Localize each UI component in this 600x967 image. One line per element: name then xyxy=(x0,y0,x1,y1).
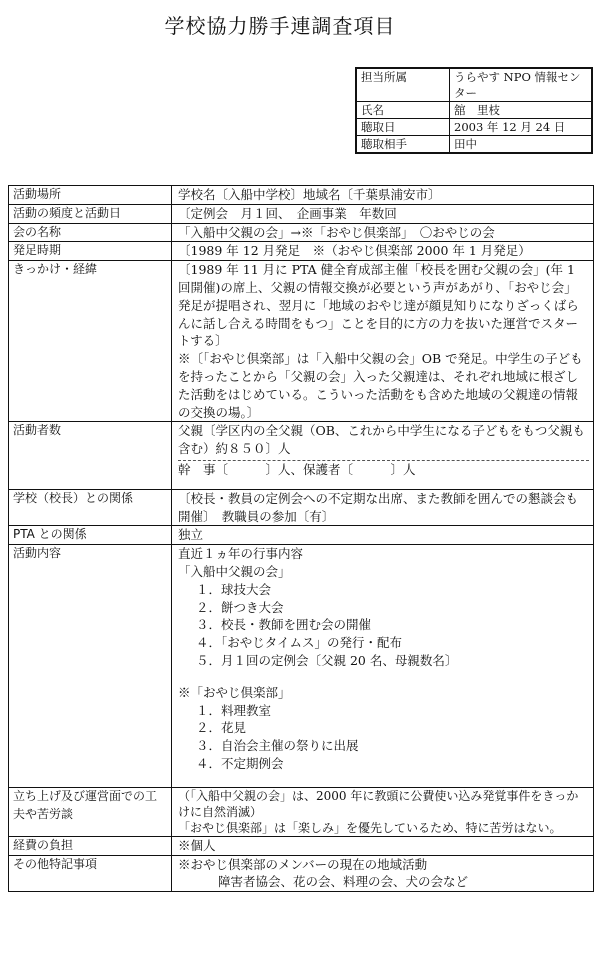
info-label: 担当所属 xyxy=(356,68,450,102)
row-label: その他特記事項 xyxy=(9,855,172,892)
activities-item: ３．校長・教師を囲む会の開催 xyxy=(196,617,372,633)
row-label: PTA との関係 xyxy=(9,526,172,545)
info-label: 氏名 xyxy=(356,102,450,119)
row-school xyxy=(9,489,594,526)
row-label: 立ち上げ及び運営面での工夫や苦労談 xyxy=(9,787,172,836)
activities-item: １．球技大会 xyxy=(196,581,272,597)
info-label: 聴取日 xyxy=(356,119,450,136)
activities-group-title: ※「おやじ倶楽部」 xyxy=(178,684,291,700)
origin-note: ※〔「おやじ倶楽部」は「入船中父親の会」OB で発足。中学生の子どもを持ったことから「父親の会」入った父親達は、それぞれ地域に根ざした活動をはじめている。こういった活動をも含めた地域の父親達の情報の交換の場。〕 xyxy=(178,351,583,420)
row-value: 独立 xyxy=(172,526,594,545)
activities-group-title: 「入船中父親の会」 xyxy=(178,563,291,579)
info-value: 2003 年 12 月 24 日 xyxy=(450,119,593,136)
effort-paragraph: 「おやじ倶楽部」は「楽しみ」を優先しているため、特に苦労はない。 xyxy=(178,820,562,835)
row-value: 〔1989 年 12 月発足 ※（おやじ倶楽部 2000 年 1 月発足） xyxy=(172,242,594,261)
row-origin xyxy=(9,261,594,422)
row-value: 〔校長・教員の定例会への不定期な出席、また教師を囲んでの懇談会も開催〕 教職員の参加〔有〕 xyxy=(172,489,594,526)
row-label: 経費の負担 xyxy=(9,836,172,855)
activities-item: ４．「おやじタイムス」の発行・配布 xyxy=(196,635,403,651)
row-name xyxy=(9,223,594,242)
row-value: 「入船中父親の会」→※「おやじ倶楽部」 〇おやじの会 xyxy=(172,223,594,242)
activities-item: ５．月１回の定例会〔父親 20 名、母親数名〕 xyxy=(196,652,458,668)
effort-paragraph: （「入船中父親の会」は、2000 年に教頭に公費使い込み発覚事件をきっかけに自然消滅） xyxy=(178,788,579,819)
row-place xyxy=(9,186,594,205)
row-label: きっかけ・経緯 xyxy=(9,261,172,422)
origin-paragraph: 〔1989 年 11 月に PTA 健全育成部主催「校長を囲む父親の会」(年 1 回開催)の席上、父親の情報交換が必要という声があがり、「おやじ会」発足が提唱され、翌月に「地域のおやじ達が顔見知りになりざっくばらんに話し合える時間をもつ」ことを目的に方の力を抜いた運営でスタートする〕 xyxy=(178,262,579,349)
row-label: 活動者数 xyxy=(9,422,172,489)
info-label: 聴取相手 xyxy=(356,136,450,154)
info-table xyxy=(355,67,593,154)
row-value: 学校名〔入船中学校〕地域名〔千葉県浦安市〕 xyxy=(172,186,594,205)
row-activities xyxy=(9,545,594,788)
members-fathers: 父親〔学区内の全父親（OB、これから中学生になる子どもをもつ父親も含む）約８５０〕人 xyxy=(178,423,585,457)
members-staff: 幹 事〔 〕人、保護者〔 〕人 xyxy=(178,461,416,477)
info-value: うらやす NPO 情報センター xyxy=(450,68,593,102)
activities-item: ３．自治会主催の祭りに出展 xyxy=(196,738,359,754)
activities-item: １．料理教室 xyxy=(196,702,272,718)
info-value: 舘 里枝 xyxy=(450,102,593,119)
other-line: ※おやじ倶楽部のメンバーの現在の地域活動 xyxy=(178,856,428,872)
info-value: 田中 xyxy=(450,136,593,154)
activities-item: ２．花見 xyxy=(196,720,247,736)
row-label: 学校（校長）との関係 xyxy=(9,489,172,526)
row-value: 〔定例会 月１回、 企画事業 年数回 xyxy=(172,204,594,223)
row-effort xyxy=(9,787,594,836)
row-frequency xyxy=(9,204,594,223)
row-members xyxy=(9,422,594,489)
activities-item: ２．餅つき大会 xyxy=(196,599,284,615)
row-other xyxy=(9,855,594,892)
row-pta xyxy=(9,526,594,545)
row-value: ※個人 xyxy=(172,836,594,855)
other-line: 障害者協会、花の会、料理の会、犬の会など xyxy=(218,874,469,890)
row-label: 発足時期 xyxy=(9,242,172,261)
row-label: 会の名称 xyxy=(9,223,172,242)
activities-intro: 直近１ヵ年の行事内容 xyxy=(178,546,304,562)
row-label: 活動内容 xyxy=(9,545,172,788)
row-start xyxy=(9,242,594,261)
page-title: 学校協力勝手連調査項目 xyxy=(164,14,396,38)
activities-item: ４．不定期例会 xyxy=(196,755,284,771)
survey-table xyxy=(8,185,594,892)
row-cost xyxy=(9,836,594,855)
row-label: 活動場所 xyxy=(9,186,172,205)
row-label: 活動の頻度と活動日 xyxy=(9,204,172,223)
